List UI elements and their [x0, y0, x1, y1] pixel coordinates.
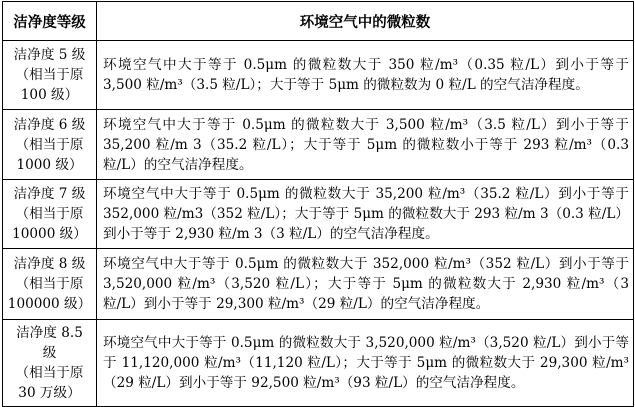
table-row — [3, 249, 634, 320]
grade-line: （相当于原 — [15, 276, 84, 292]
description-cell: 环境空气中大于等于 0.5μm 的微粒数大于 3,520,000 粒/m³（3,520 粒/L）到小于等于 11,120,000 粒/m³（11,120 粒/L）；大于等于 5μm 的微粒数大于 29,300 粒/m³（29 粒/L）到小于等于 92,500 粒/m³（93 粒/L）的空气洁净程度。 — [97, 320, 634, 407]
grade-line: （相当于原 — [15, 67, 84, 83]
table-row — [3, 110, 634, 180]
grade-cell — [3, 180, 97, 249]
grade-line: 1000 级） — [16, 156, 83, 173]
grade-cell — [3, 249, 97, 320]
description-cell: 环境空气中大于等于 0.5μm 的微粒数大于 35,200 粒/m³（35.2 粒/L）到小于等于 352,000 粒/m3（352 粒/L）；大于等于 5μm 的微粒数大于 293 粒/m 3（0.3 粒/L）到小于等于 2,930 粒/m 3（3 粒/L）的空气洁净程度。 — [97, 180, 634, 249]
grade-line: 洁净度 8.5 — [16, 325, 83, 341]
column-header-grade: 洁净度等级 — [3, 2, 97, 41]
grade-line: 洁净度 8 级 — [13, 256, 86, 272]
grade-line: 10000 级） — [12, 226, 87, 242]
description-cell: 环境空气中大于等于 0.5μm 的微粒数大于 350 粒/m³（0.35 粒/L）到小于等于 3,500 粒/m³（3.5 粒/L）；大于等于 5μm 的微粒数为 0 粒/L 的空气洁净程度。 — [97, 41, 634, 110]
description-cell: 环境空气中大于等于 0.5μm 的微粒数大于 352,000 粒/m³（352 粒/L）到小于等于 3,520,000 粒/m³（3,520 粒/L）；大于等于 5μm 的微粒数大于 2,930 粒/m³（3 粒/L）到小于等于 29,300 粒/m³（29 粒/L）的空气洁净程度。 — [97, 249, 634, 320]
table-row — [3, 41, 634, 110]
table-header-row — [3, 2, 634, 41]
grade-line: 级 — [42, 345, 57, 361]
grade-line: （相当于原 — [15, 206, 84, 222]
grade-line: 100000 级） — [7, 296, 92, 312]
cleanliness-grade-table — [2, 1, 634, 407]
column-header-particle-count: 环境空气中的微粒数 — [97, 2, 634, 41]
table-row — [3, 180, 634, 249]
grade-line: （相当于原 — [15, 365, 84, 381]
grade-line: 洁净度 7 级 — [13, 186, 86, 202]
grade-line: （相当于原 — [15, 136, 84, 153]
grade-cell — [3, 320, 97, 407]
grade-line: 100 级） — [20, 87, 79, 103]
grade-line: 洁净度 5 级 — [13, 47, 86, 63]
table-row — [3, 320, 634, 407]
grade-cell — [3, 41, 97, 110]
grade-line: 30 万级） — [18, 385, 81, 401]
grade-cell — [3, 110, 97, 180]
grade-line: 洁净度 6 级 — [13, 116, 86, 133]
description-cell: 环境空气中大于等于 0.5μm 的微粒数大于 3,500 粒/m³（3.5 粒/L）到小于等于 35,200 粒/m 3（35.2 粒/L）；大于等于 5μm 的微粒数小于等于 293 粒/m³（0.3 粒/L）的空气洁净程度。 — [97, 110, 634, 180]
